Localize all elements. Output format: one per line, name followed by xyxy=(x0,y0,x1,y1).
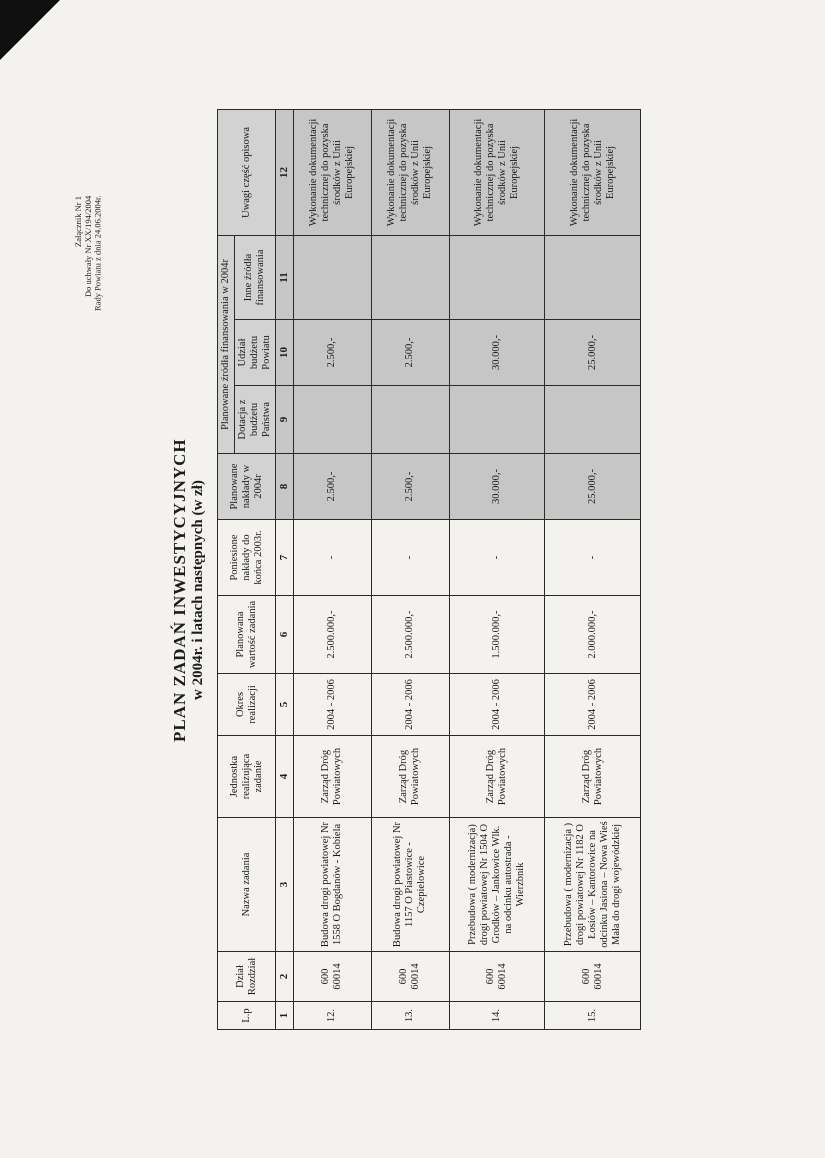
cell-okres: 2004 - 2006 xyxy=(371,674,449,736)
cell-lp: 12. xyxy=(293,1002,371,1030)
cell-planowane: 2.500,- xyxy=(371,454,449,520)
cell-jednostka: Zarząd Dróg Powiatowych xyxy=(449,736,545,818)
table-row xyxy=(449,109,545,1029)
header-udzial: Udział budżetu Powiatu xyxy=(235,320,276,386)
cell-uwagi: Wykonanie dokumentacji technicznej do pozyska środków z Unii Europejskiej xyxy=(449,109,545,235)
table-row xyxy=(371,109,449,1029)
cell-okres: 2004 - 2006 xyxy=(293,674,371,736)
table-row xyxy=(293,109,371,1029)
header-uwagi: Uwagi część opisowa xyxy=(218,109,276,235)
header-planowane: Planowane nakłady w 2004r xyxy=(218,454,276,520)
cell-poniesione: - xyxy=(293,520,371,596)
cell-okres: 2004 - 2006 xyxy=(449,674,545,736)
attachment-line-3: Rady Powiatu z dnia 24.06.2004r. xyxy=(92,196,103,312)
scan-corner-mark xyxy=(0,0,60,60)
cell-inne xyxy=(449,235,545,319)
cell-lp: 14. xyxy=(449,1002,545,1030)
cell-wartosc: 2.500.000,- xyxy=(293,596,371,674)
cell-uwagi: Wykonanie dokumentacji technicznej do pozyska środków z Unii Europejskiej xyxy=(545,109,641,235)
column-number-row xyxy=(276,109,294,1029)
header-nazwa: Nazwa zadania xyxy=(218,818,276,952)
cell-nazwa: Przebudowa ( modernizacja ) drogi powiatowej Nr 1182 O Łosiów – Kantorowice na odcinku Jasiona – Nowa Wieś Mała do drogi wojewódzkiej xyxy=(545,818,641,952)
title-line-2: w 2004r. i latach następnych (w zł) xyxy=(190,480,206,700)
cell-wartosc: 2.500.000,- xyxy=(371,596,449,674)
header-poniesione: Poniesione nakłady do końca 2003r. xyxy=(218,520,276,596)
header-okres: Okres realizacji xyxy=(218,674,276,736)
cell-poniesione: - xyxy=(449,520,545,596)
cell-dzial: 600 60014 xyxy=(371,952,449,1002)
cell-wartosc: 2.000.000,- xyxy=(545,596,641,674)
header-wartosc: Planowana wartość zadania xyxy=(218,596,276,674)
header-lp: L.p xyxy=(218,1002,276,1030)
investment-plan-table xyxy=(217,109,641,1030)
header-dotacja: Dotacja z budżetu Państwa xyxy=(235,386,276,454)
cell-uwagi: Wykonanie dokumentacji technicznej do pozyska środków z Unii Europejskiej xyxy=(293,109,371,235)
col-number: 11 xyxy=(276,235,294,319)
col-number: 5 xyxy=(276,674,294,736)
header-inne: Inne źródła finansowania xyxy=(235,235,276,319)
cell-udzial: 2.500,- xyxy=(293,320,371,386)
cell-lp: 13. xyxy=(371,1002,449,1030)
col-number: 10 xyxy=(276,320,294,386)
col-number: 9 xyxy=(276,386,294,454)
cell-nazwa: Budowa drogi powiatowej Nr 1157 O Piastowice - Czepielowice xyxy=(371,818,449,952)
table-row xyxy=(545,109,641,1029)
cell-dotacja xyxy=(545,386,641,454)
header-row-1 xyxy=(218,109,235,1029)
cell-nazwa: Budowa drogi powiatowej Nr 1558 O Bogdanów - Kobiela xyxy=(293,818,371,952)
cell-jednostka: Zarząd Dróg Powiatowych xyxy=(371,736,449,818)
cell-nazwa: Przebudowa ( modernizacja) drogi powiatowej Nr 1504 O Grodków – Jankowice Wlk. na odcinku autostrada - Wierzbnik xyxy=(449,818,545,952)
cell-okres: 2004 - 2006 xyxy=(545,674,641,736)
header-zrodla-group: Planowane źródła finansowania w 2004r xyxy=(218,235,235,453)
col-number: 6 xyxy=(276,596,294,674)
cell-inne xyxy=(545,235,641,319)
col-number: 3 xyxy=(276,818,294,952)
cell-udzial: 2.500,- xyxy=(371,320,449,386)
cell-dzial: 600 60014 xyxy=(293,952,371,1002)
col-number: 12 xyxy=(276,109,294,235)
cell-dotacja xyxy=(293,386,371,454)
title-line-1: PLAN ZADAŃ INWESTYCYJNYCH xyxy=(170,438,189,742)
cell-planowane: 30.000,- xyxy=(449,454,545,520)
cell-uwagi: Wykonanie dokumentacji technicznej do pozyska środków z Unii Europejskiej xyxy=(371,109,449,235)
attachment-note xyxy=(74,196,116,316)
col-number: 1 xyxy=(276,1002,294,1030)
cell-jednostka: Zarząd Dróg Powiatowych xyxy=(293,736,371,818)
attachment-line-1: Załącznik Nr 1 xyxy=(73,196,83,247)
rotated-table-wrapper xyxy=(217,110,641,1030)
header-jednostka: Jednostka realizująca zadanie xyxy=(218,736,276,818)
col-number: 8 xyxy=(276,454,294,520)
attachment-line-2: Do uchwały Nr XX/194/2004 xyxy=(82,196,93,298)
cell-poniesione: - xyxy=(545,520,641,596)
cell-lp: 15. xyxy=(545,1002,641,1030)
cell-dotacja xyxy=(371,386,449,454)
cell-poniesione: - xyxy=(371,520,449,596)
cell-jednostka: Zarząd Dróg Powiatowych xyxy=(545,736,641,818)
cell-udzial: 30.000,- xyxy=(449,320,545,386)
col-number: 4 xyxy=(276,736,294,818)
cell-planowane: 25.000,- xyxy=(545,454,641,520)
cell-inne xyxy=(371,235,449,319)
col-number: 7 xyxy=(276,520,294,596)
cell-dzial: 600 60014 xyxy=(545,952,641,1002)
cell-wartosc: 1.500.000,- xyxy=(449,596,545,674)
cell-dotacja xyxy=(449,386,545,454)
col-number: 2 xyxy=(276,952,294,1002)
cell-inne xyxy=(293,235,371,319)
cell-planowane: 2.500,- xyxy=(293,454,371,520)
cell-dzial: 600 60014 xyxy=(449,952,545,1002)
cell-udzial: 25.000,- xyxy=(545,320,641,386)
header-dzial: Dział Rozdział xyxy=(218,952,276,1002)
